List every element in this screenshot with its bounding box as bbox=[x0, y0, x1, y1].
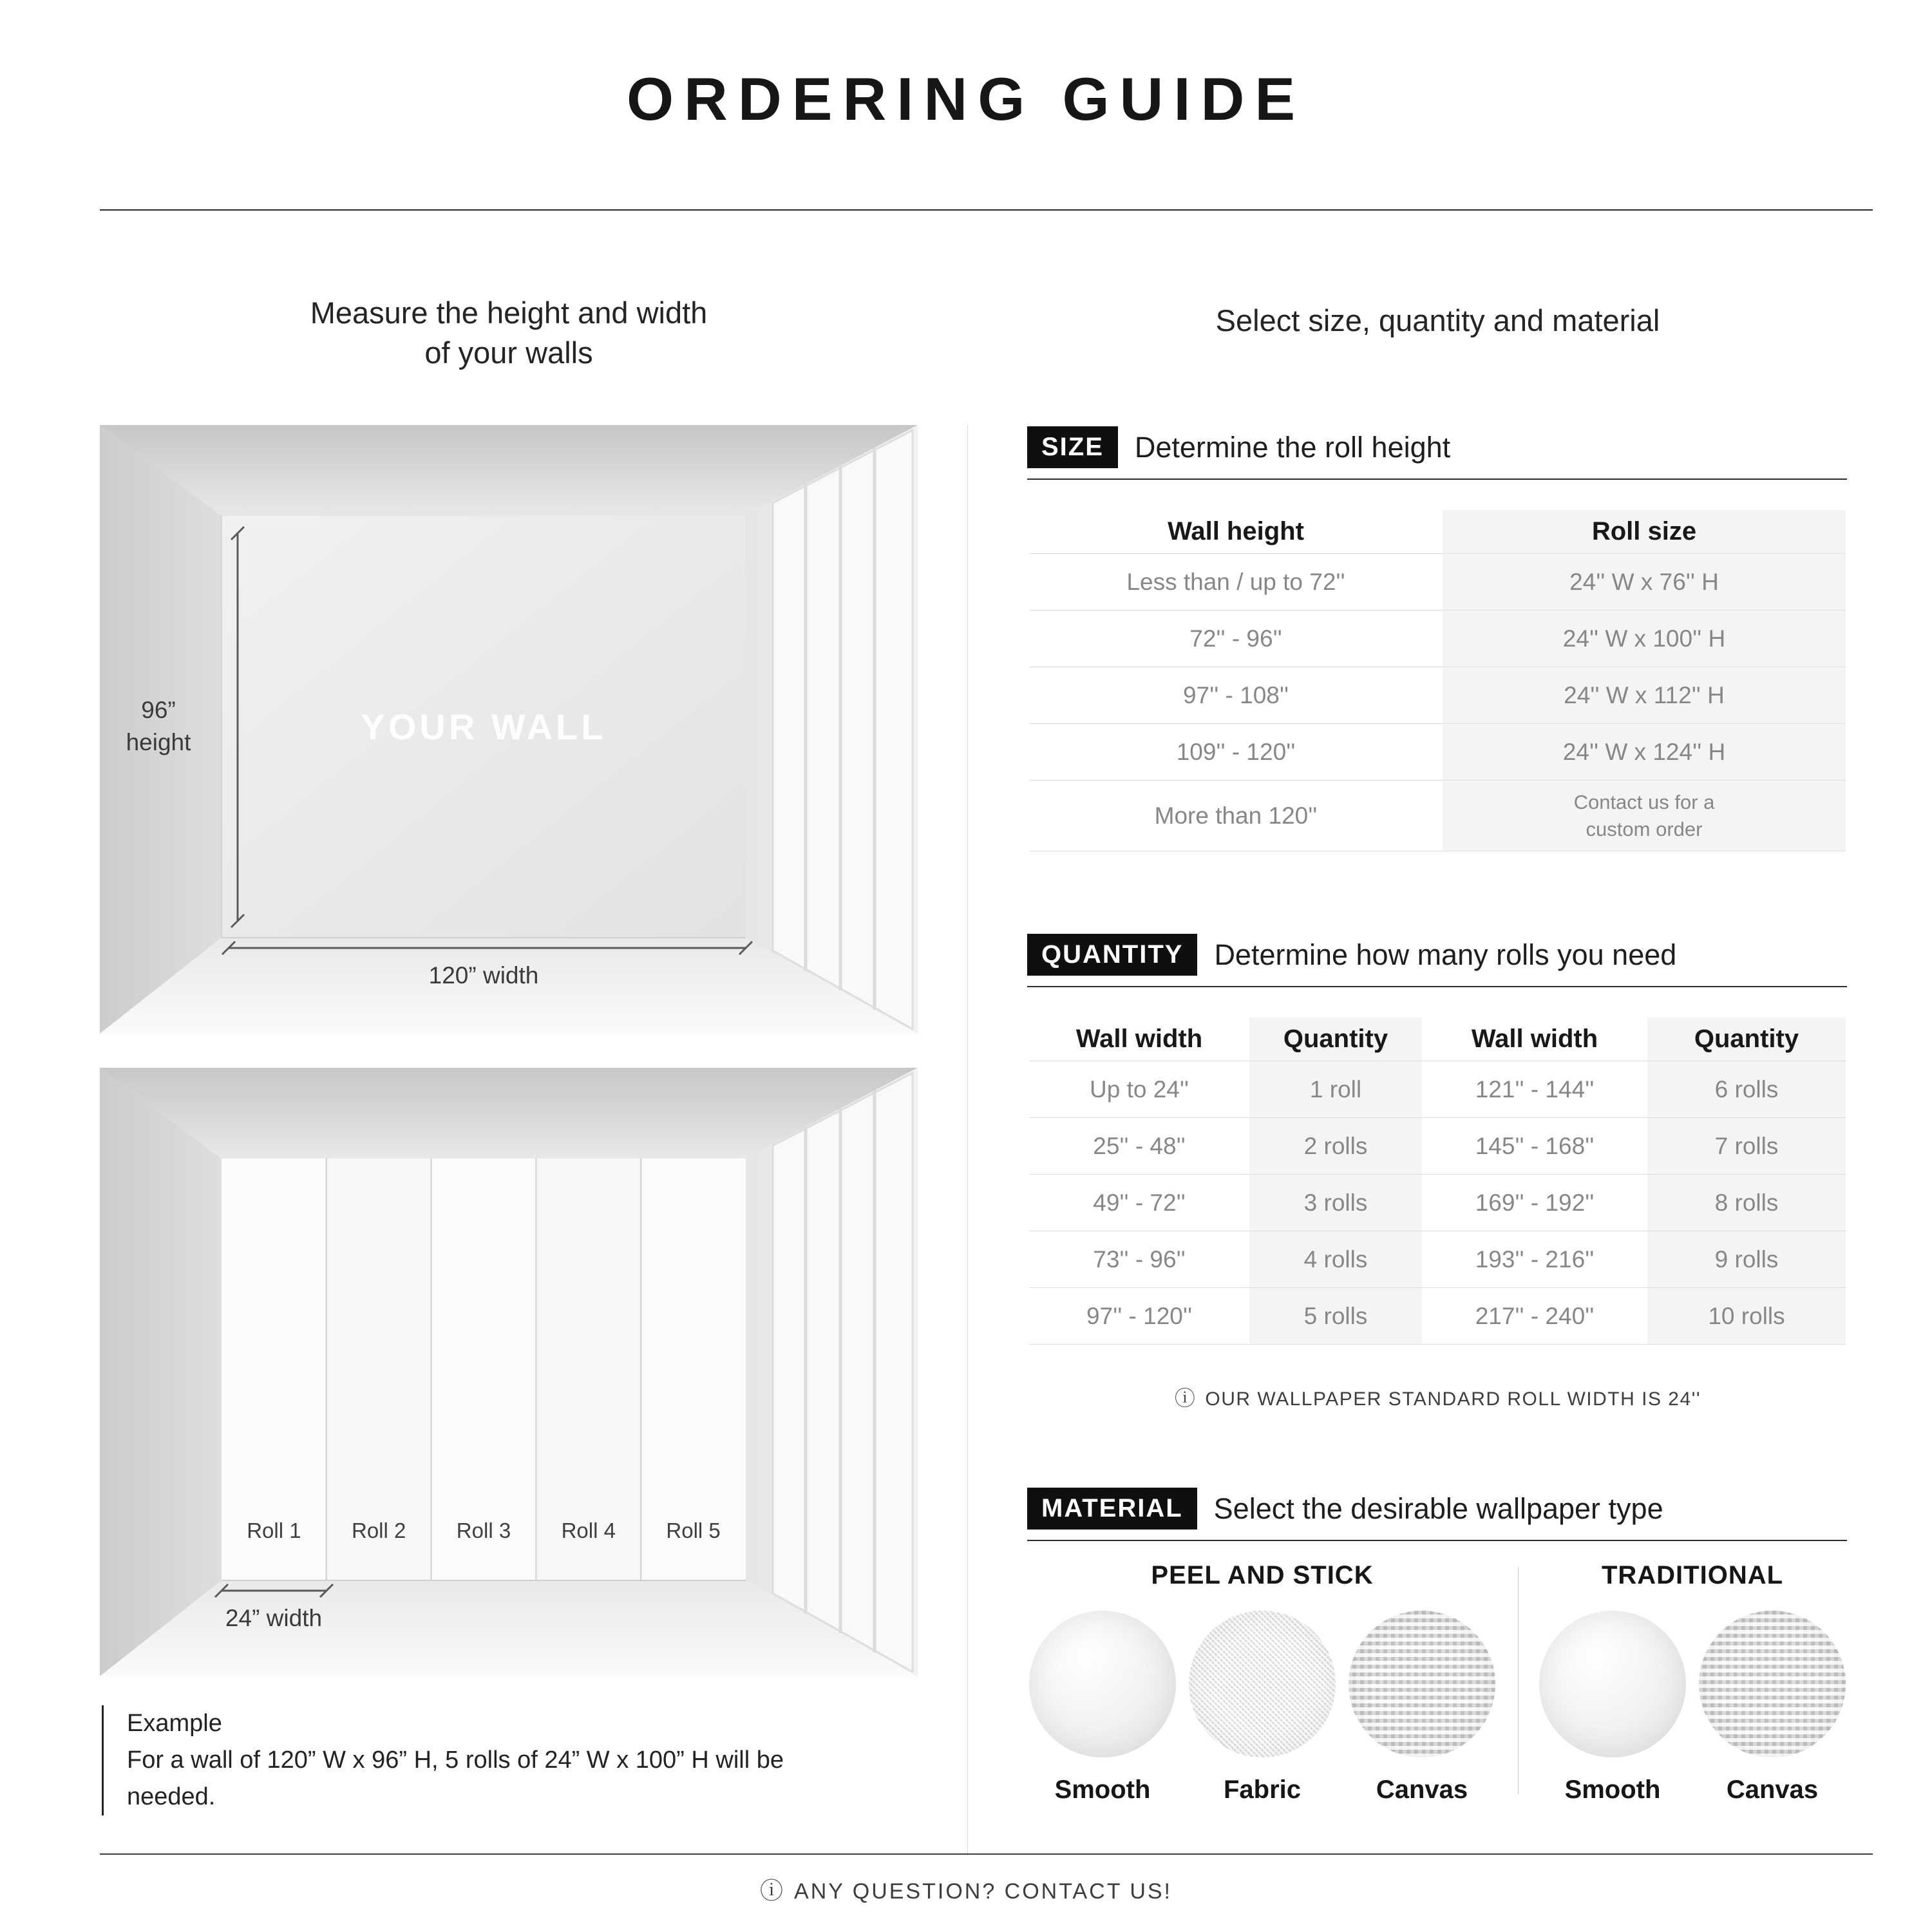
material-group-traditional bbox=[1538, 1561, 1847, 1804]
qty-cell: 9 rolls bbox=[1647, 1231, 1846, 1288]
size-cell-roll: 24'' W x 124'' H bbox=[1443, 724, 1846, 781]
size-cell-roll: 24'' W x 100'' H bbox=[1443, 611, 1846, 667]
qty-cell: 4 rolls bbox=[1249, 1231, 1422, 1288]
roll-label-4: Roll 4 bbox=[561, 1519, 616, 1542]
qty-cell: 3 rolls bbox=[1249, 1175, 1422, 1231]
example-text: For a wall of 120” W x 96” H, 5 rolls of 24” W x 100” H will be needed. bbox=[127, 1747, 784, 1810]
left-column-heading bbox=[100, 293, 918, 373]
size-cell-roll: 24'' W x 76'' H bbox=[1443, 554, 1846, 611]
quantity-section-title: Determine how many rolls you need bbox=[1214, 938, 1677, 971]
footer-note-text: ANY QUESTION? CONTACT US! bbox=[794, 1879, 1172, 1904]
left-heading-line-2: of your walls bbox=[424, 336, 593, 370]
right-column-heading: Select size, quantity and material bbox=[1215, 303, 1660, 337]
qty-cell: 97'' - 120'' bbox=[1029, 1288, 1249, 1345]
qty-cell: 193'' - 216'' bbox=[1422, 1231, 1647, 1288]
qty-header-wall-width-2: Wall width bbox=[1422, 1018, 1647, 1061]
size-cell-wall: 72'' - 96'' bbox=[1029, 611, 1443, 667]
footer-note bbox=[0, 1873, 1932, 1906]
qty-cell: 6 rolls bbox=[1647, 1061, 1846, 1118]
info-icon: ⓘ bbox=[760, 1877, 786, 1904]
title-divider bbox=[100, 209, 1873, 211]
quantity-badge: QUANTITY bbox=[1027, 934, 1197, 976]
swatch-label-fabric: Fabric bbox=[1223, 1776, 1302, 1804]
size-cell-roll bbox=[1443, 781, 1846, 851]
canvas-texture-swatch bbox=[1349, 1611, 1495, 1757]
qty-header-quantity-1: Quantity bbox=[1249, 1018, 1422, 1061]
qty-cell: 49'' - 72'' bbox=[1029, 1175, 1249, 1231]
smooth-texture-swatch bbox=[1539, 1611, 1686, 1757]
qty-cell: 7 rolls bbox=[1647, 1118, 1846, 1175]
fabric-texture-swatch bbox=[1189, 1611, 1336, 1757]
swatch-peel-canvas bbox=[1349, 1611, 1495, 1804]
size-table bbox=[1029, 510, 1846, 851]
qty-cell: 73'' - 96'' bbox=[1029, 1231, 1249, 1288]
qty-cell: 5 rolls bbox=[1249, 1288, 1422, 1345]
peel-and-stick-swatches bbox=[1029, 1611, 1495, 1804]
roll-label-5: Roll 5 bbox=[666, 1519, 721, 1542]
qty-cell: 25'' - 48'' bbox=[1029, 1118, 1249, 1175]
room-illustration-rolls bbox=[100, 1068, 918, 1676]
size-cell-wall: 109'' - 120'' bbox=[1029, 724, 1443, 781]
qty-header-quantity-2: Quantity bbox=[1647, 1018, 1846, 1061]
material-group-divider bbox=[1518, 1567, 1519, 1794]
roll-label-3: Roll 3 bbox=[456, 1519, 511, 1542]
swatch-trad-canvas bbox=[1699, 1611, 1846, 1804]
material-badge: MATERIAL bbox=[1027, 1488, 1197, 1530]
traditional-swatches bbox=[1538, 1611, 1847, 1804]
room-illustration-wall bbox=[100, 425, 918, 1034]
material-section-header bbox=[1027, 1488, 1847, 1541]
wall-height-word: height bbox=[126, 728, 191, 755]
custom-order-note: Contact us for a custom order bbox=[1573, 790, 1715, 840]
qty-cell: 121'' - 144'' bbox=[1422, 1061, 1647, 1118]
example-block bbox=[102, 1705, 849, 1815]
wall-height-label bbox=[100, 694, 217, 759]
your-wall-label: YOUR WALL bbox=[361, 706, 607, 747]
smooth-texture-swatch bbox=[1029, 1611, 1176, 1757]
size-cell-wall: More than 120'' bbox=[1029, 781, 1443, 851]
peel-and-stick-title: PEEL AND STICK bbox=[1151, 1561, 1374, 1589]
column-divider bbox=[967, 425, 968, 1853]
swatch-label-smooth: Smooth bbox=[1564, 1776, 1661, 1804]
size-cell-roll: 24'' W x 112'' H bbox=[1443, 667, 1846, 724]
size-header-roll-size: Roll size bbox=[1443, 510, 1846, 554]
room-rolls-illustration bbox=[100, 1068, 918, 1676]
swatch-peel-fabric bbox=[1189, 1611, 1336, 1804]
qty-cell: 2 rolls bbox=[1249, 1118, 1422, 1175]
footer-divider bbox=[100, 1853, 1873, 1855]
traditional-title: TRADITIONAL bbox=[1601, 1561, 1784, 1589]
size-badge: SIZE bbox=[1027, 426, 1118, 468]
info-icon: ⓘ bbox=[1174, 1387, 1197, 1410]
swatch-trad-smooth bbox=[1539, 1611, 1686, 1804]
quantity-section-header bbox=[1027, 934, 1847, 987]
canvas-texture-swatch bbox=[1699, 1611, 1846, 1757]
example-title: Example bbox=[127, 1710, 222, 1737]
qty-cell: 10 rolls bbox=[1647, 1288, 1846, 1345]
roll-width-label: 24” width bbox=[225, 1605, 323, 1631]
qty-header-wall-width-1: Wall width bbox=[1029, 1018, 1249, 1061]
wallpaper-roll-panels bbox=[222, 1159, 746, 1580]
size-header-wall-height: Wall height bbox=[1029, 510, 1443, 554]
quantity-table bbox=[1029, 1018, 1846, 1345]
roll-labels bbox=[222, 1519, 746, 1543]
size-section-title: Determine the roll height bbox=[1134, 430, 1451, 464]
swatch-label-smooth: Smooth bbox=[1054, 1776, 1151, 1804]
left-heading-line-1: Measure the height and width bbox=[310, 296, 708, 330]
qty-cell: 1 roll bbox=[1249, 1061, 1422, 1118]
swatch-label-canvas: Canvas bbox=[1376, 1776, 1468, 1804]
swatch-peel-smooth bbox=[1029, 1611, 1176, 1804]
swatch-label-canvas: Canvas bbox=[1726, 1776, 1819, 1804]
size-cell-wall: Less than / up to 72'' bbox=[1029, 554, 1443, 611]
material-section-title: Select the desirable wallpaper type bbox=[1213, 1492, 1663, 1525]
qty-cell: Up to 24'' bbox=[1029, 1061, 1249, 1118]
page-title: ORDERING GUIDE bbox=[626, 65, 1306, 133]
roll-label-1: Roll 1 bbox=[247, 1519, 301, 1542]
roll-label-2: Roll 2 bbox=[352, 1519, 406, 1542]
qty-cell: 169'' - 192'' bbox=[1422, 1175, 1647, 1231]
roll-width-note bbox=[1027, 1382, 1848, 1412]
size-cell-wall: 97'' - 108'' bbox=[1029, 667, 1443, 724]
qty-cell: 217'' - 240'' bbox=[1422, 1288, 1647, 1345]
wall-height-value: 96” bbox=[141, 697, 176, 723]
size-section-header bbox=[1027, 426, 1847, 480]
roll-width-note-text: OUR WALLPAPER STANDARD ROLL WIDTH IS 24'' bbox=[1205, 1388, 1701, 1410]
material-group-peel-and-stick bbox=[1029, 1561, 1495, 1804]
qty-cell: 8 rolls bbox=[1647, 1175, 1846, 1231]
wall-width-label: 120” width bbox=[428, 962, 539, 989]
qty-cell: 145'' - 168'' bbox=[1422, 1118, 1647, 1175]
